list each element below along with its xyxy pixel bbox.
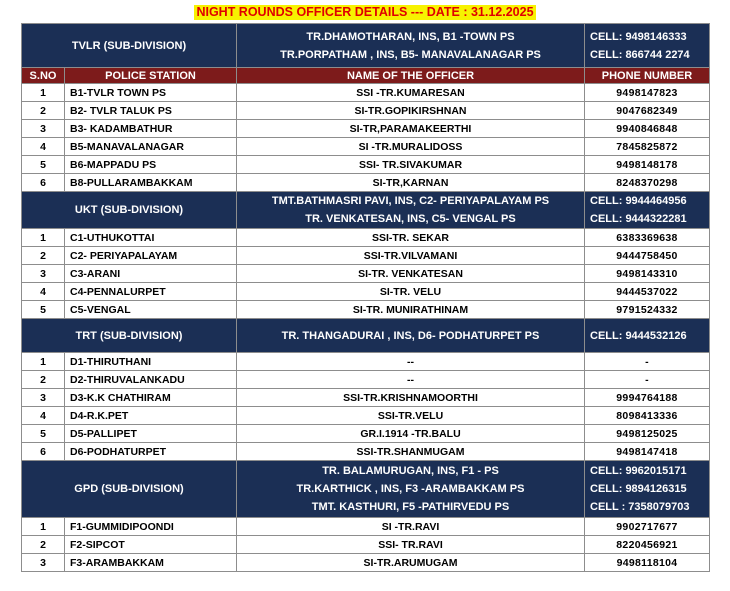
table-row xyxy=(22,554,710,572)
table-row xyxy=(22,229,710,247)
phone-number: 9902717677 xyxy=(585,518,710,536)
serial-number: 5 xyxy=(22,425,65,443)
inspector-name: TR. THANGADURAI , INS, D6- PODHATURPET PS xyxy=(281,329,540,342)
inspector-name: TR.PORPATHAM , INS, B5- MANAVALANAGAR PS xyxy=(280,48,541,61)
inspector-cell xyxy=(237,24,585,68)
inspector-cell xyxy=(237,319,585,353)
sub-division-name: TRT (SUB-DIVISION) xyxy=(22,319,237,353)
title-banner xyxy=(0,3,730,21)
inspector-name: TMT.BATHMASRI PAVI, INS, C2- PERIYAPALAYAM PS xyxy=(271,195,550,207)
phone-number: 6383369638 xyxy=(585,229,710,247)
inspector-name: TR. BALAMURUGAN, INS, F1 - PS xyxy=(322,465,499,477)
inspector-phone: CELL: 9894126315 xyxy=(590,483,687,495)
serial-number: 1 xyxy=(22,229,65,247)
table-row xyxy=(22,84,710,102)
officer-name: SI-TR. MUNIRATHINAM xyxy=(237,301,585,319)
police-station: B1-TVLR TOWN PS xyxy=(65,84,237,102)
police-station: C3-ARANI xyxy=(65,265,237,283)
officer-name: SSI-TR. SEKAR xyxy=(237,229,585,247)
serial-number: 6 xyxy=(22,443,65,461)
serial-number: 6 xyxy=(22,174,65,192)
table-row xyxy=(22,371,710,389)
table-row xyxy=(22,120,710,138)
serial-number: 2 xyxy=(22,247,65,265)
inspector-phone: CELL: 9944464956 xyxy=(590,195,687,207)
officer-name: SSI -TR.KUMARESAN xyxy=(237,84,585,102)
phone-number: 9047682349 xyxy=(585,102,710,120)
police-station: C4-PENNALURPET xyxy=(65,283,237,301)
officer-name: SI-TR. VELU xyxy=(237,283,585,301)
police-station: B6-MAPPADU PS xyxy=(65,156,237,174)
sub-division-header xyxy=(22,461,710,518)
serial-number: 4 xyxy=(22,138,65,156)
inspector-lines xyxy=(237,327,584,345)
officer-name: SI-TR,KARNAN xyxy=(237,174,585,192)
phone-number: 8220456921 xyxy=(585,536,710,554)
table-row xyxy=(22,443,710,461)
table-row xyxy=(22,518,710,536)
inspector-phone-cell xyxy=(585,319,710,353)
serial-number: 4 xyxy=(22,407,65,425)
police-station: C2- PERIYAPALAYAM xyxy=(65,247,237,265)
phone-number: 9444758450 xyxy=(585,247,710,265)
police-station: F3-ARAMBAKKAM xyxy=(65,554,237,572)
inspector-lines xyxy=(237,462,584,516)
phone-number: 8248370298 xyxy=(585,174,710,192)
police-station: C1-UTHUKOTTAI xyxy=(65,229,237,247)
phone-number: - xyxy=(585,371,710,389)
police-station: B5-MANAVALANAGAR xyxy=(65,138,237,156)
table-row xyxy=(22,138,710,156)
table-row xyxy=(22,536,710,554)
police-station: D5-PALLIPET xyxy=(65,425,237,443)
phone-number: - xyxy=(585,353,710,371)
inspector-phone: CELL: 9962015171 xyxy=(590,465,687,477)
inspector-phone-cell xyxy=(585,461,710,518)
inspector-name: TR.DHAMOTHARAN, INS, B1 -TOWN PS xyxy=(306,30,515,43)
officer-name: SI-TR. VENKATESAN xyxy=(237,265,585,283)
sub-division-name: TVLR (SUB-DIVISION) xyxy=(22,24,237,68)
table-row xyxy=(22,407,710,425)
inspector-cell xyxy=(237,192,585,229)
inspector-phone-lines xyxy=(585,28,709,64)
table-row xyxy=(22,174,710,192)
serial-number: 4 xyxy=(22,283,65,301)
officer-name: SI -TR.MURALIDOSS xyxy=(237,138,585,156)
inspector-name: TR. VENKATESAN, INS, C5- VENGAL PS xyxy=(305,213,516,225)
serial-number: 3 xyxy=(22,554,65,572)
serial-number: 3 xyxy=(22,265,65,283)
phone-number: 9498147823 xyxy=(585,84,710,102)
officer-name: SSI-TR.KRISHNAMOORTHI xyxy=(237,389,585,407)
column-header-sno: S.NO xyxy=(22,68,65,84)
officer-name: SI-TR.ARUMUGAM xyxy=(237,554,585,572)
phone-number: 9940846848 xyxy=(585,120,710,138)
phone-number: 9791524332 xyxy=(585,301,710,319)
serial-number: 1 xyxy=(22,518,65,536)
phone-number: 9444537022 xyxy=(585,283,710,301)
police-station: D3-K.K CHATHIRAM xyxy=(65,389,237,407)
inspector-phone-lines xyxy=(585,327,709,345)
serial-number: 2 xyxy=(22,371,65,389)
inspector-name: TMT. KASTHURI, F5 -PATHIRVEDU PS xyxy=(311,501,510,513)
sub-division-header xyxy=(22,192,710,229)
column-header-station: POLICE STATION xyxy=(65,68,237,84)
inspector-lines xyxy=(237,28,584,64)
inspector-phone: CELL: 9444532126 xyxy=(590,329,687,342)
table-row xyxy=(22,265,710,283)
police-station: D4-R.K.PET xyxy=(65,407,237,425)
police-station: F2-SIPCOT xyxy=(65,536,237,554)
serial-number: 2 xyxy=(22,102,65,120)
officer-name: -- xyxy=(237,371,585,389)
sub-division-name: GPD (SUB-DIVISION) xyxy=(22,461,237,518)
officer-name: GR.I.1914 -TR.BALU xyxy=(237,425,585,443)
inspector-phone-cell xyxy=(585,24,710,68)
officer-name: SSI- TR.SIVAKUMAR xyxy=(237,156,585,174)
police-station: B2- TVLR TALUK PS xyxy=(65,102,237,120)
table-row xyxy=(22,301,710,319)
officer-name: SSI-TR.VELU xyxy=(237,407,585,425)
serial-number: 1 xyxy=(22,353,65,371)
table-row xyxy=(22,156,710,174)
police-station: F1-GUMMIDIPOONDI xyxy=(65,518,237,536)
officer-name: SSI-TR.VILVAMANI xyxy=(237,247,585,265)
phone-number: 9498147418 xyxy=(585,443,710,461)
table-row xyxy=(22,389,710,407)
inspector-phone: CELL: 866744 2274 xyxy=(590,48,690,61)
table-row xyxy=(22,283,710,301)
officer-name: SSI-TR.SHANMUGAM xyxy=(237,443,585,461)
inspector-phone: CELL : 7358079703 xyxy=(590,501,690,513)
officer-name: SI-TR.GOPIKIRSHNAN xyxy=(237,102,585,120)
police-station: C5-VENGAL xyxy=(65,301,237,319)
phone-number: 7845825872 xyxy=(585,138,710,156)
inspector-phone: CELL: 9444322281 xyxy=(590,213,687,225)
inspector-phone: CELL: 9498146333 xyxy=(590,30,687,43)
phone-number: 9498118104 xyxy=(585,554,710,572)
police-station: B3- KADAMBATHUR xyxy=(65,120,237,138)
officer-name: SI -TR.RAVI xyxy=(237,518,585,536)
inspector-phone-cell xyxy=(585,192,710,229)
serial-number: 3 xyxy=(22,120,65,138)
officer-name: SI-TR,PARAMAKEERTHI xyxy=(237,120,585,138)
serial-number: 2 xyxy=(22,536,65,554)
column-header-row xyxy=(22,68,710,84)
phone-number: 9498148178 xyxy=(585,156,710,174)
police-station: B8-PULLARAMBAKKAM xyxy=(65,174,237,192)
table-row xyxy=(22,425,710,443)
phone-number: 8098413336 xyxy=(585,407,710,425)
phone-number: 9498143310 xyxy=(585,265,710,283)
column-header-officer: NAME OF THE OFFICER xyxy=(237,68,585,84)
inspector-phone-lines xyxy=(585,462,709,516)
page-title: NIGHT ROUNDS OFFICER DETAILS --- DATE : 31.12.2025 xyxy=(196,5,534,19)
police-station: D6-PODHATURPET xyxy=(65,443,237,461)
night-rounds-table xyxy=(21,23,710,572)
officer-name: -- xyxy=(237,353,585,371)
table-row xyxy=(22,353,710,371)
serial-number: 5 xyxy=(22,156,65,174)
column-header-phone: PHONE NUMBER xyxy=(585,68,710,84)
sub-division-header xyxy=(22,24,710,68)
police-station: D1-THIRUTHANI xyxy=(65,353,237,371)
inspector-name: TR.KARTHICK , INS, F3 -ARAMBAKKAM PS xyxy=(296,483,525,495)
serial-number: 5 xyxy=(22,301,65,319)
sub-division-name: UKT (SUB-DIVISION) xyxy=(22,192,237,229)
phone-number: 9498125025 xyxy=(585,425,710,443)
serial-number: 1 xyxy=(22,84,65,102)
inspector-cell xyxy=(237,461,585,518)
officer-name: SSI- TR.RAVI xyxy=(237,536,585,554)
phone-number: 9994764188 xyxy=(585,389,710,407)
table-row xyxy=(22,102,710,120)
police-station: D2-THIRUVALANKADU xyxy=(65,371,237,389)
inspector-phone-lines xyxy=(585,192,709,228)
table-row xyxy=(22,247,710,265)
sub-division-header xyxy=(22,319,710,353)
inspector-lines xyxy=(237,192,584,228)
serial-number: 3 xyxy=(22,389,65,407)
